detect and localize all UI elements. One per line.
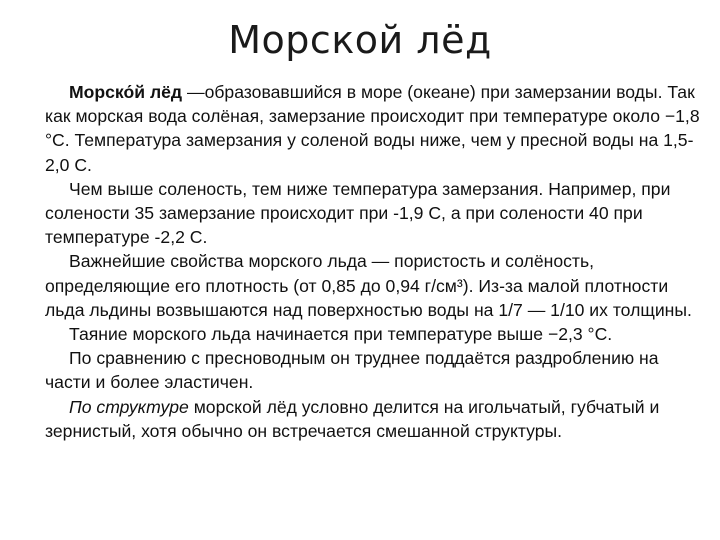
paragraph-elasticity: По сравнению с пресноводным он труднее поддаётся раздроблению на части и более эластичен. — [45, 348, 659, 393]
paragraph-melting: Таяние морского льда начинается при температуре выше −2,3 °C. — [69, 324, 613, 345]
paragraph-structure — [45, 395, 700, 443]
structure-term: По структуре — [69, 396, 189, 417]
slide-body — [45, 80, 700, 443]
structure-text: морской лёд условно делится на игольчатый, губчатый и зернистый, хотя обычно он встречается смешанной структуры. — [45, 396, 660, 441]
slide-title: Морской лёд — [228, 18, 492, 62]
paragraph-definition — [45, 80, 700, 177]
paragraph-salinity: Чем выше соленость, тем ниже температура замерзания. Например, при солености 35 замерзание происходит при -1,9 С, а при солености 40 при температуре -2,2 С. — [45, 178, 671, 248]
paragraph-properties: Важнейшие свойства морского льда — пористость и солёность, определяющие его плотность (от 0,85 до 0,94 г/см³). Из-за малой плотности льда льдины возвышаются над поверхностью воды на 1/7 — 1/10 их толщины. — [45, 251, 692, 320]
definition-text: —образовавшийся в море (океане) при замерзании воды. Так как морская вода солёная, замерзание происходит при температуре около −1,8 °C. Температура замерзания у соленой воды ниже, чем у пресной воды на 1,5-2,0 С. — [45, 82, 700, 175]
term-sea-ice: Морско́й лёд — [69, 82, 183, 102]
